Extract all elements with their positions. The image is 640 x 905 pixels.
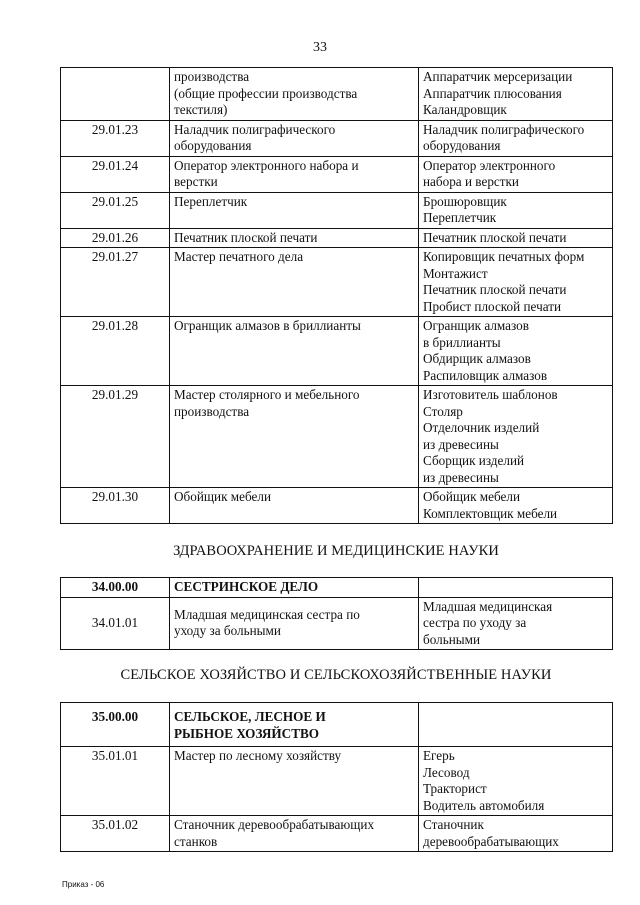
profession-line: Обойщик мебели	[174, 489, 272, 504]
profession-line: Оператор электронного набора и	[174, 157, 359, 173]
related-line: Станочник	[423, 817, 484, 832]
related-line: больными	[423, 631, 481, 647]
professions-table-healthcare	[60, 577, 613, 650]
related-cell	[419, 597, 613, 650]
related-line: Сборщик изделий	[423, 453, 525, 468]
professions-table-textile-printing	[60, 67, 613, 524]
related-line: Печатник плоской печати	[423, 282, 567, 297]
group-code-cell: 34.00.00	[61, 578, 170, 598]
profession-line: текстиля)	[174, 102, 228, 117]
related-cell	[419, 816, 613, 852]
code-cell: 29.01.25	[61, 192, 170, 228]
profession-line: Огранщик алмазов в бриллианты	[174, 318, 361, 333]
code-cell: 34.01.01	[61, 597, 170, 650]
profession-cell	[170, 192, 419, 228]
profession-line: оборудования	[174, 138, 252, 153]
code-cell: 29.01.30	[61, 488, 170, 524]
related-line: Отделочник изделий	[423, 420, 540, 435]
related-line: Обойщик мебели	[423, 489, 521, 504]
related-cell	[419, 488, 613, 524]
table-row	[61, 747, 613, 816]
code-cell: 29.01.29	[61, 386, 170, 488]
group-name-line: РЫБНОЕ ХОЗЯЙСТВО	[174, 725, 320, 741]
related-line: из древесины	[423, 469, 499, 485]
profession-line: производства	[174, 69, 250, 84]
related-line: Егерь	[423, 748, 455, 763]
related-cell	[419, 68, 613, 121]
profession-line: уходу за больными	[174, 623, 281, 639]
table-header-row	[61, 703, 613, 747]
related-line: Младшая медицинская	[423, 598, 553, 614]
related-cell	[419, 386, 613, 488]
profession-cell	[170, 747, 419, 816]
professions-table-agriculture	[60, 702, 613, 852]
profession-line: верстки	[174, 174, 218, 189]
table-header-row	[61, 578, 613, 598]
table-row	[61, 120, 613, 156]
related-line: оборудования	[423, 138, 501, 153]
profession-cell	[170, 488, 419, 524]
group-name-line: СЕЛЬСКОЕ, ЛЕСНОЕ И	[174, 709, 326, 724]
profession-line: производства	[174, 403, 250, 419]
related-line: Огранщик алмазов	[423, 318, 529, 333]
related-cell	[419, 747, 613, 816]
table-row	[61, 192, 613, 228]
profession-cell	[170, 120, 419, 156]
related-line: сестра по уходу за	[423, 615, 527, 630]
related-line: Обдирщик алмазов	[423, 351, 531, 366]
empty-cell	[419, 578, 613, 598]
related-line: Наладчик полиграфического	[423, 121, 585, 137]
related-line: Копировщик печатных форм	[423, 249, 585, 264]
footer-order-label: Приказ - 06	[62, 880, 105, 889]
profession-line: Младшая медицинская сестра по	[174, 606, 360, 622]
table-row	[61, 597, 613, 650]
code-cell: 29.01.27	[61, 248, 170, 317]
section-title-healthcare: ЗДРАВООХРАНЕНИЕ И МЕДИЦИНСКИЕ НАУКИ	[173, 543, 499, 559]
related-cell	[419, 317, 613, 386]
profession-line: Мастер печатного дела	[174, 249, 304, 264]
profession-cell	[170, 816, 419, 852]
section-title-agriculture: СЕЛЬСКОЕ ХОЗЯЙСТВО И СЕЛЬСКОХОЗЯЙСТВЕННЫЕ НАУКИ	[120, 667, 552, 683]
code-cell: 35.01.01	[61, 747, 170, 816]
table-row	[61, 317, 613, 386]
related-line: деревообрабатывающих	[423, 833, 559, 849]
profession-cell	[170, 597, 419, 650]
page-number: 33	[313, 40, 327, 55]
code-cell: 29.01.23	[61, 120, 170, 156]
code-cell: 29.01.28	[61, 317, 170, 386]
related-line: набора и верстки	[423, 174, 519, 189]
group-name-cell: СЕСТРИНСКОЕ ДЕЛО	[170, 578, 419, 598]
table-row	[61, 228, 613, 248]
related-cell	[419, 120, 613, 156]
profession-line: Печатник плоской печати	[174, 229, 318, 245]
profession-cell	[170, 156, 419, 192]
related-line: из древесины	[423, 436, 499, 452]
related-line: Оператор электронного	[423, 157, 556, 173]
related-line: Аппаратчик плюсования	[423, 85, 562, 101]
table-row	[61, 68, 613, 121]
related-cell	[419, 192, 613, 228]
related-line: Столяр	[423, 403, 463, 419]
code-cell: 29.01.26	[61, 228, 170, 248]
related-line: Тракторист	[423, 781, 487, 796]
profession-cell	[170, 248, 419, 317]
profession-line: Переплетчик	[174, 193, 248, 209]
related-line: Водитель автомобиля	[423, 797, 545, 813]
empty-cell	[419, 703, 613, 747]
profession-line: Наладчик полиграфического	[174, 121, 336, 137]
profession-line: Станочник деревообрабатывающих	[174, 817, 375, 832]
table-row	[61, 386, 613, 488]
related-line: Пробист плоской печати	[423, 298, 562, 314]
profession-line: (общие профессии производства	[174, 85, 358, 101]
related-line: Брошюровщик	[423, 193, 507, 209]
related-line: Комплектовщик мебели	[423, 505, 558, 521]
profession-line: Мастер столярного и мебельного	[174, 387, 360, 402]
table-row	[61, 248, 613, 317]
related-cell	[419, 228, 613, 248]
related-line: Изготовитель шаблонов	[423, 387, 558, 402]
code-cell	[61, 68, 170, 121]
related-line: Лесовод	[423, 764, 470, 780]
related-line: Каландровщик	[423, 102, 507, 117]
profession-cell	[170, 68, 419, 121]
profession-line: Мастер по лесному хозяйству	[174, 748, 342, 763]
table-row	[61, 156, 613, 192]
profession-line: станков	[174, 833, 218, 849]
related-line: Печатник плоской печати	[423, 229, 567, 245]
table-row	[61, 488, 613, 524]
related-line: Переплетчик	[423, 210, 497, 225]
related-line: Аппаратчик мерсеризации	[423, 69, 573, 84]
code-cell: 35.01.02	[61, 816, 170, 852]
related-line: Монтажист	[423, 265, 488, 281]
profession-cell	[170, 317, 419, 386]
profession-cell	[170, 386, 419, 488]
related-line: Распиловщик алмазов	[423, 367, 548, 383]
related-cell	[419, 156, 613, 192]
profession-cell	[170, 228, 419, 248]
group-name-cell	[170, 703, 419, 747]
group-code-cell: 35.00.00	[61, 703, 170, 747]
related-cell	[419, 248, 613, 317]
related-line: в бриллианты	[423, 334, 501, 350]
table-row	[61, 816, 613, 852]
code-cell: 29.01.24	[61, 156, 170, 192]
